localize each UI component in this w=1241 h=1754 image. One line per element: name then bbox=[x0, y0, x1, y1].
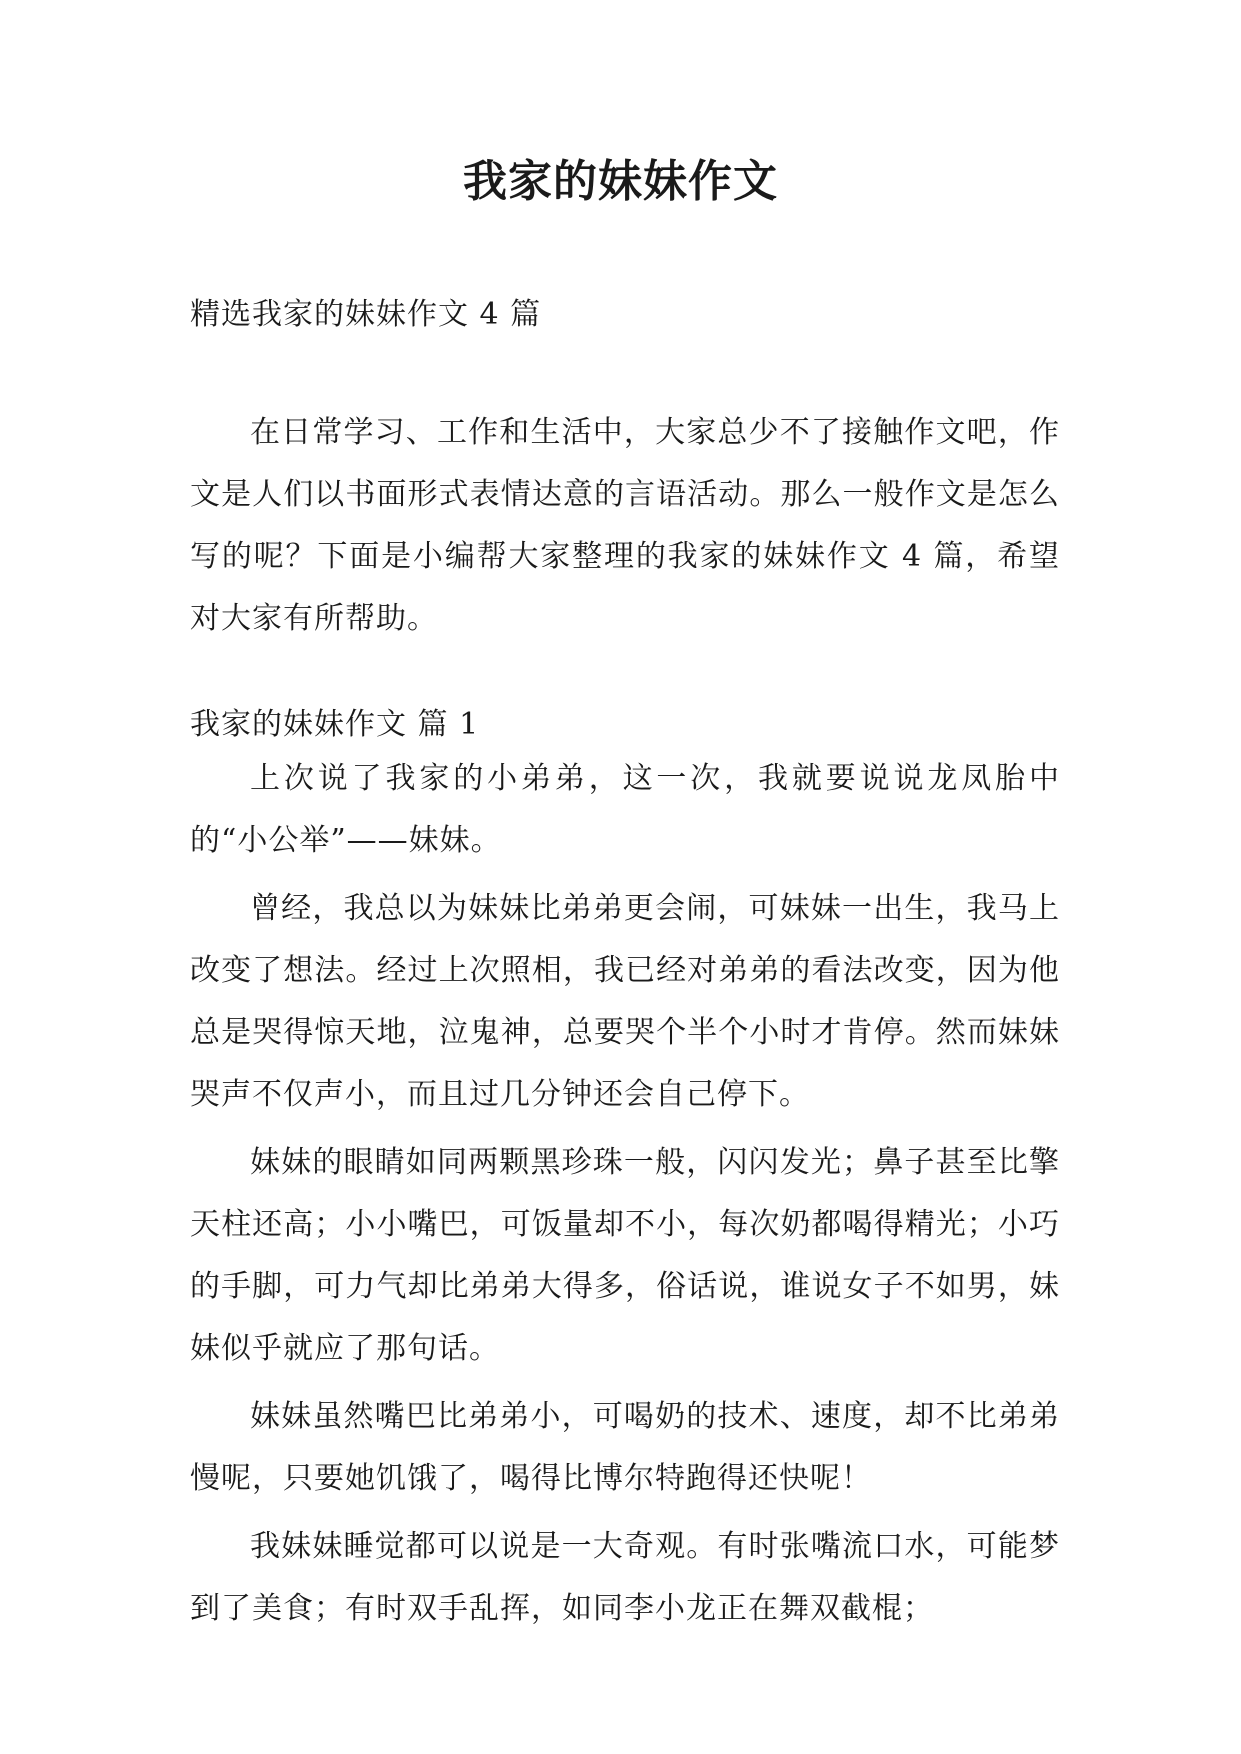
essay-paragraph: 妹妹的眼睛如同两颗黑珍珠一般，闪闪发光；鼻子甚至比擎天柱还高；小小嘴巴，可饭量却不小，每次奶都喝得精光；小巧的手脚，可力气却比弟弟大得多，俗话说，谁说女子不如男，妹妹似乎就应了那句话。 bbox=[190, 1145, 1060, 1366]
essay-body bbox=[190, 748, 1060, 1640]
essay-paragraph: 我妹妹睡觉都可以说是一大奇观。有时张嘴流口水，可能梦到了美食；有时双手乱挥，如同李小龙正在舞双截棍； bbox=[190, 1529, 1060, 1626]
essay-paragraph: 上次说了我家的小弟弟，这一次，我就要说说龙凤胎中的“小公举”——妹妹。 bbox=[190, 761, 1060, 858]
intro-paragraph: 在日常学习、工作和生活中，大家总少不了接触作文吧，作文是人们以书面形式表情达意的言语活动。那么一般作文是怎么写的呢？下面是小编帮大家整理的我家的妹妹作文 4 篇，希望对大家有所帮助。 bbox=[190, 415, 1060, 636]
document-subtitle: 精选我家的妹妹作文 4 篇 bbox=[190, 297, 542, 332]
essay-paragraph: 曾经，我总以为妹妹比弟弟更会闹，可妹妹一出生，我马上改变了想法。经过上次照相，我已经对弟弟的看法改变，因为他总是哭得惊天地，泣鬼神，总要哭个半个小时才肯停。然而妹妹哭声不仅声小，而且过几分钟还会自己停下。 bbox=[190, 891, 1060, 1112]
section-heading: 我家的妹妹作文 篇 1 bbox=[190, 707, 480, 742]
essay-paragraph: 妹妹虽然嘴巴比弟弟小，可喝奶的技术、速度，却不比弟弟慢呢，只要她饥饿了，喝得比博尔特跑得还快呢！ bbox=[190, 1399, 1060, 1496]
document-title: 我家的妹妹作文 bbox=[463, 156, 778, 207]
